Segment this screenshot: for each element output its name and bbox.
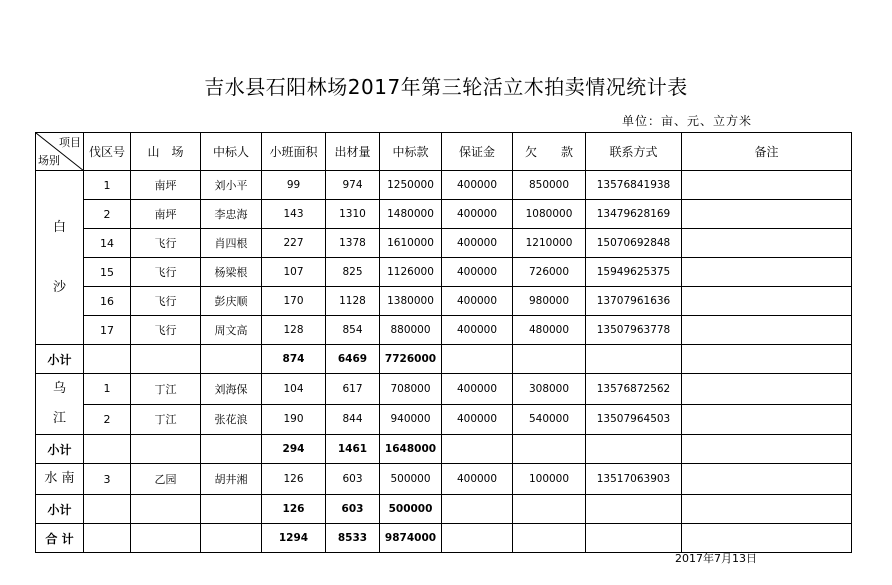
cell-note	[682, 229, 852, 258]
cell-deposit: 400000	[442, 404, 513, 435]
table-row	[36, 171, 852, 200]
cell-contact: 13707961636	[586, 287, 682, 316]
cell-lot: 2	[84, 200, 131, 229]
cell-bid: 1480000	[380, 200, 442, 229]
subtotal-area: 874	[262, 345, 326, 374]
cell-bid: 500000	[380, 464, 442, 495]
cell-area: 126	[262, 464, 326, 495]
cell-owed: 850000	[513, 171, 586, 200]
cell-contact: 13517063903	[586, 464, 682, 495]
column-header: 山 场	[131, 133, 201, 171]
header-row	[36, 133, 852, 171]
table-row	[36, 464, 852, 495]
subtotal-area: 294	[262, 435, 326, 464]
subtotal-bid: 500000	[380, 495, 442, 524]
cell-deposit: 400000	[442, 464, 513, 495]
cell-bid: 708000	[380, 374, 442, 405]
cell-area: 107	[262, 258, 326, 287]
cell-winner: 张花浪	[201, 404, 262, 435]
cell-winner	[201, 495, 262, 524]
cell-contact: 15070692848	[586, 229, 682, 258]
cell-bid: 940000	[380, 404, 442, 435]
total-area: 1294	[262, 524, 326, 553]
cell-area: 170	[262, 287, 326, 316]
cell-note	[682, 464, 852, 495]
cell-lot: 17	[84, 316, 131, 345]
cell-lot: 1	[84, 374, 131, 405]
table-row	[36, 287, 852, 316]
cell-lot: 2	[84, 404, 131, 435]
cell-lot: 16	[84, 287, 131, 316]
cell-winner: 刘小平	[201, 171, 262, 200]
cell-site: 南坪	[131, 171, 201, 200]
column-header: 中标人	[201, 133, 262, 171]
total-label: 合 计	[36, 524, 84, 553]
cell-owed	[513, 495, 586, 524]
cell-contact: 13507964503	[586, 404, 682, 435]
cell-owed: 1080000	[513, 200, 586, 229]
cell-owed: 100000	[513, 464, 586, 495]
column-header: 保证金	[442, 133, 513, 171]
cell-lot	[84, 435, 131, 464]
cell-note	[682, 374, 852, 405]
table-row	[36, 404, 852, 435]
subtotal-bid: 1648000	[380, 435, 442, 464]
cell-deposit	[442, 345, 513, 374]
cell-winner: 周文高	[201, 316, 262, 345]
cell-deposit: 400000	[442, 200, 513, 229]
cell-lot	[84, 345, 131, 374]
cell-winner	[201, 345, 262, 374]
auction-table	[35, 132, 852, 553]
cell-note	[682, 171, 852, 200]
cell-volume: 1128	[326, 287, 380, 316]
cell-winner: 杨梁根	[201, 258, 262, 287]
table-row	[36, 229, 852, 258]
cell-deposit	[442, 495, 513, 524]
column-header: 出材量	[326, 133, 380, 171]
cell-contact: 13576872562	[586, 374, 682, 405]
cell-deposit	[442, 524, 513, 553]
column-header: 伐区号	[84, 133, 131, 171]
cell-note	[682, 287, 852, 316]
cell-site: 飞行	[131, 229, 201, 258]
cell-owed	[513, 524, 586, 553]
cell-lot	[84, 524, 131, 553]
cell-volume: 603	[326, 464, 380, 495]
table-row	[36, 258, 852, 287]
cell-site	[131, 524, 201, 553]
column-header: 中标款	[380, 133, 442, 171]
cell-site: 飞行	[131, 287, 201, 316]
cell-volume: 617	[326, 374, 380, 405]
cell-volume: 844	[326, 404, 380, 435]
cell-owed: 1210000	[513, 229, 586, 258]
total-row	[36, 524, 852, 553]
total-bid: 9874000	[380, 524, 442, 553]
corner-label-site: 场别	[38, 154, 60, 167]
cell-area: 227	[262, 229, 326, 258]
cell-deposit: 400000	[442, 316, 513, 345]
cell-owed: 480000	[513, 316, 586, 345]
subtotal-row	[36, 345, 852, 374]
cell-winner	[201, 524, 262, 553]
cell-winner: 彭庆顺	[201, 287, 262, 316]
subtotal-volume: 603	[326, 495, 380, 524]
corner-label-item: 项目	[59, 136, 81, 149]
total-volume: 8533	[326, 524, 380, 553]
cell-lot	[84, 495, 131, 524]
cell-area: 99	[262, 171, 326, 200]
cell-contact: 15949625375	[586, 258, 682, 287]
cell-volume: 854	[326, 316, 380, 345]
subtotal-row	[36, 495, 852, 524]
cell-winner: 胡井湘	[201, 464, 262, 495]
subtotal-label: 小计	[36, 495, 84, 524]
cell-contact: 13507963778	[586, 316, 682, 345]
cell-deposit: 400000	[442, 258, 513, 287]
cell-site	[131, 435, 201, 464]
cell-area: 190	[262, 404, 326, 435]
cell-bid: 880000	[380, 316, 442, 345]
cell-owed	[513, 435, 586, 464]
cell-owed: 540000	[513, 404, 586, 435]
cell-contact	[586, 435, 682, 464]
cell-deposit: 400000	[442, 229, 513, 258]
cell-area: 104	[262, 374, 326, 405]
report-date: 2017年7月13日	[675, 552, 757, 565]
cell-contact: 13576841938	[586, 171, 682, 200]
column-header: 小班面积	[262, 133, 326, 171]
cell-note	[682, 316, 852, 345]
cell-volume: 825	[326, 258, 380, 287]
cell-volume: 1378	[326, 229, 380, 258]
cell-deposit: 400000	[442, 171, 513, 200]
cell-note	[682, 345, 852, 374]
cell-volume: 1310	[326, 200, 380, 229]
cell-owed: 308000	[513, 374, 586, 405]
cell-winner	[201, 435, 262, 464]
site-group-name: 乌 江	[36, 374, 84, 435]
cell-bid: 1250000	[380, 171, 442, 200]
subtotal-volume: 6469	[326, 345, 380, 374]
cell-site: 丁江	[131, 404, 201, 435]
site-group-name: 水 南	[36, 464, 84, 495]
cell-volume: 974	[326, 171, 380, 200]
cell-note	[682, 200, 852, 229]
subtotal-label: 小计	[36, 435, 84, 464]
site-group-name: 白 沙	[36, 171, 84, 345]
page-title: 吉水县石阳林场2017年第三轮活立木拍卖情况统计表	[204, 75, 688, 99]
cell-owed	[513, 345, 586, 374]
cell-contact	[586, 345, 682, 374]
cell-contact	[586, 495, 682, 524]
cell-site: 飞行	[131, 316, 201, 345]
cell-bid: 1380000	[380, 287, 442, 316]
cell-site: 丁江	[131, 374, 201, 405]
cell-lot: 14	[84, 229, 131, 258]
corner-header-cell	[36, 133, 84, 171]
cell-lot: 15	[84, 258, 131, 287]
column-header: 欠 款	[513, 133, 586, 171]
unit-note: 单位：亩、元、立方米	[622, 114, 753, 128]
cell-owed: 980000	[513, 287, 586, 316]
cell-note	[682, 435, 852, 464]
cell-area: 143	[262, 200, 326, 229]
cell-site: 乙园	[131, 464, 201, 495]
cell-contact: 13479628169	[586, 200, 682, 229]
cell-owed: 726000	[513, 258, 586, 287]
subtotal-volume: 1461	[326, 435, 380, 464]
cell-bid: 1126000	[380, 258, 442, 287]
cell-deposit: 400000	[442, 374, 513, 405]
cell-note	[682, 258, 852, 287]
column-header: 备注	[682, 133, 852, 171]
cell-site: 南坪	[131, 200, 201, 229]
cell-note	[682, 524, 852, 553]
subtotal-area: 126	[262, 495, 326, 524]
subtotal-bid: 7726000	[380, 345, 442, 374]
cell-winner: 肖四根	[201, 229, 262, 258]
cell-bid: 1610000	[380, 229, 442, 258]
cell-site: 飞行	[131, 258, 201, 287]
table-body	[36, 133, 852, 553]
table-row	[36, 200, 852, 229]
cell-site	[131, 345, 201, 374]
table-row	[36, 374, 852, 405]
cell-winner: 刘海保	[201, 374, 262, 405]
subtotal-row	[36, 435, 852, 464]
table-row	[36, 316, 852, 345]
cell-lot: 1	[84, 171, 131, 200]
cell-deposit: 400000	[442, 287, 513, 316]
cell-lot: 3	[84, 464, 131, 495]
cell-note	[682, 404, 852, 435]
cell-area: 128	[262, 316, 326, 345]
cell-winner: 李忠海	[201, 200, 262, 229]
cell-note	[682, 495, 852, 524]
cell-site	[131, 495, 201, 524]
subtotal-label: 小计	[36, 345, 84, 374]
column-header: 联系方式	[586, 133, 682, 171]
cell-contact	[586, 524, 682, 553]
cell-deposit	[442, 435, 513, 464]
